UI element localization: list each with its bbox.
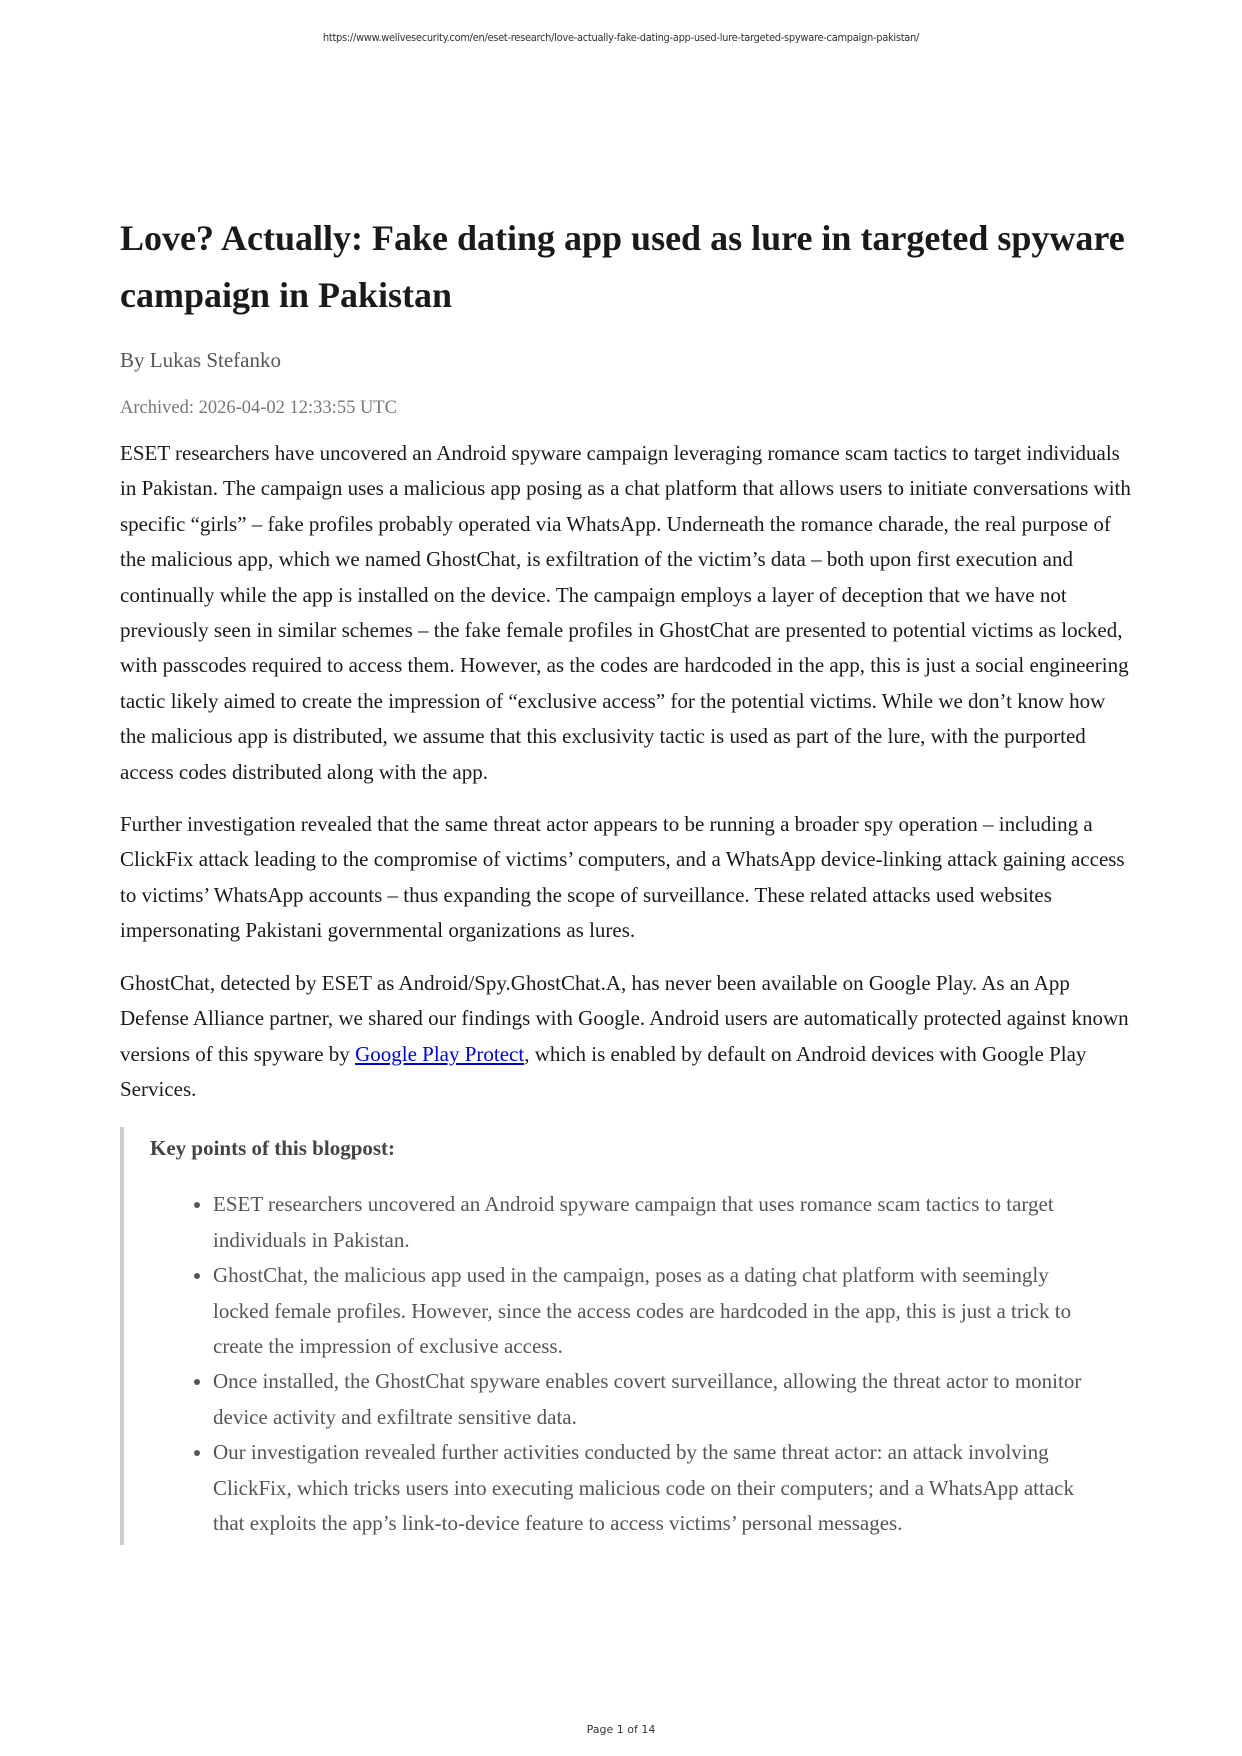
- paragraph-intro: ESET researchers have uncovered an Android spyware campaign leveraging romance scam tactics to target individuals in Pakistan. The campaign uses a malicious app posing as a chat platform that allows users to initiate conversations with specific “girls” – fake profiles probably operated via WhatsApp. Underneath the romance charade, the real purpose of the malicious app, which we named GhostChat, is exfiltration of the victim’s data – both upon first execution and continually while the app is installed on the device. The campaign employs a layer of deception that we have not previously seen in similar schemes – the fake female profiles in GhostChat are presented to potential victims as locked, with passcodes required to access them. However, as the codes are hardcoded in the app, this is just a social engineering tactic likely aimed to create the impression of “exclusive access” for the potential victims. While we don’t know how the malicious app is distributed, we assume that this exclusivity tactic is used as part of the lure, with the purported access codes distributed along with the app.: [120, 441, 1131, 784]
- list-item: • ESET researchers uncovered an Android spyware campaign that uses romance scam tactics to target individuals in Pakistan.: [213, 1187, 1093, 1258]
- list-item: • Our investigation revealed further activities conducted by the same threat actor: an attack involving ClickFix, which tricks users into executing malicious code on their computers; and a WhatsApp attack that exploits the app’s link-to-device feature to access victims’ personal messages.: [213, 1435, 1093, 1541]
- key-points-blockquote: [120, 1127, 1132, 1545]
- list-item: • GhostChat, the malicious app used in the campaign, poses as a dating chat platform with seemingly locked female profiles. However, since the access codes are hardcoded in the app, this is just a trick to create the impression of exclusive access.: [213, 1258, 1093, 1364]
- paragraph-investigation: Further investigation revealed that the same threat actor appears to be running a broader spy operation – including a ClickFix attack leading to the compromise of victims’ computers, and a WhatsApp device-linking attack gaining access to victims’ WhatsApp accounts – thus expanding the scope of surveillance. These related attacks used websites impersonating Pakistani governmental organizations as lures.: [120, 812, 1125, 943]
- byline: By Lukas Stefanko: [120, 348, 281, 372]
- page-url: https://www.welivesecurity.com/en/eset-research/love-actually-fake-dating-app-used-lure-targeted-spyware-campaign-pakistan/: [322, 31, 920, 44]
- archived-timestamp: Archived: 2026-04-02 12:33:55 UTC: [120, 398, 397, 418]
- google-play-protect-link[interactable]: Google Play Protect: [355, 1041, 525, 1066]
- page-number: Page 1 of 14: [586, 1723, 656, 1736]
- key-points-list: [150, 1187, 1093, 1541]
- key-points-heading: Key points of this blogpost:: [150, 1136, 396, 1161]
- list-item: • Once installed, the GhostChat spyware enables covert surveillance, allowing the threat actor to monitor device activity and exfiltrate sensitive data.: [213, 1364, 1093, 1435]
- article: [120, 210, 1132, 1545]
- paragraph-detection: [120, 966, 1132, 1108]
- article-title: Love? Actually: Fake dating app used as lure in targeted spyware campaign in Pakistan: [120, 218, 1125, 315]
- paragraph-text: GhostChat, detected by ESET as Android/Spy.GhostChat.A, has never been available on Google Play. As an App Defense Alliance partner, we shared our findings with Google. Android users are automatically protected against known versions of this spyware by: [120, 970, 1129, 1066]
- paragraph-text: , which is enabled by default on Android devices with Google Play Services.: [120, 1041, 1087, 1101]
